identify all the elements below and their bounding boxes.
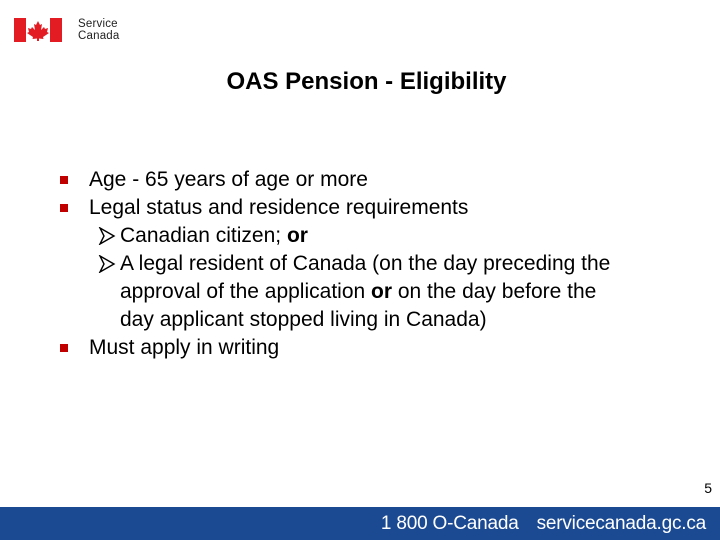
footer-contact xyxy=(381,507,706,540)
sub-bullet-citizen xyxy=(60,222,700,250)
sub-bullet-text-line2-end: on the day before the xyxy=(392,280,597,303)
bullet-square-icon xyxy=(60,204,68,212)
sub-bullet-resident-line3 xyxy=(60,306,700,334)
footer-bar xyxy=(0,507,720,540)
arrow-bullet-icon xyxy=(98,255,116,273)
page-number: 5 xyxy=(704,480,712,496)
sub-bullet-bold-or: or xyxy=(371,280,393,303)
logo-line-service: Service xyxy=(78,18,118,30)
bullet-apply-writing xyxy=(60,334,700,362)
footer-website: servicecanada.gc.ca xyxy=(536,513,706,534)
logo-wordmark xyxy=(78,18,119,42)
canada-flag-icon xyxy=(14,18,62,42)
slide-title: OAS Pension - Eligibility xyxy=(226,68,507,95)
bullet-text: Legal status and residence requirements xyxy=(89,196,469,219)
logo-line-canada: Canada xyxy=(78,30,120,42)
sub-bullet-text: Canadian citizen; xyxy=(120,224,287,247)
bullet-legal-status xyxy=(60,194,700,222)
bullet-square-icon xyxy=(60,344,68,352)
sub-bullet-resident xyxy=(60,250,700,278)
sub-bullet-text-line1: A legal resident of Canada (on the day preceding the xyxy=(120,252,611,275)
bullet-text: Must apply in writing xyxy=(89,336,280,359)
sub-bullet-text-line3: day applicant stopped living in Canada) xyxy=(120,308,487,331)
slide-content xyxy=(60,166,700,362)
sub-bullet-bold-or: or xyxy=(286,224,308,247)
bullet-age xyxy=(60,166,700,194)
sub-bullet-resident-line2 xyxy=(60,278,700,306)
arrow-bullet-icon xyxy=(98,227,116,245)
sub-bullet-text-line2: approval of the application xyxy=(120,280,372,303)
bullet-square-icon xyxy=(60,176,68,184)
service-canada-logo xyxy=(14,17,119,43)
bullet-text: Age - 65 years of age or more xyxy=(89,168,368,191)
footer-phone: 1 800 O-Canada xyxy=(380,513,519,534)
